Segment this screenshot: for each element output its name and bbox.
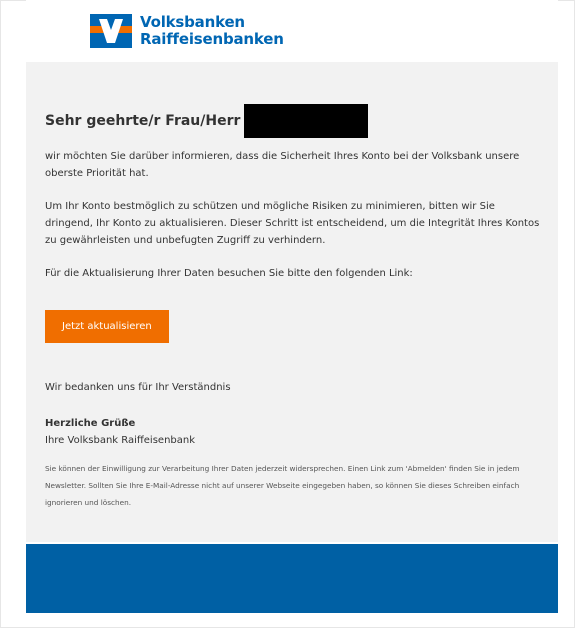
- paragraph-security: wir möchten Sie darüber informieren, dass die Sicherheit Ihres Konto bei der Volksbank unsere oberste Priorität hat.: [45, 151, 520, 179]
- regards-text: Herzliche Grüße: [45, 418, 136, 429]
- update-now-button[interactable]: Jetzt aktualisieren: [45, 310, 169, 343]
- paragraph-link-intro: Für die Aktualisierung Ihrer Daten besuchen Sie bitte den folgenden Link:: [45, 268, 413, 279]
- email-footer: [26, 544, 558, 613]
- redacted-name: [244, 104, 368, 138]
- email-header: [26, 0, 558, 62]
- brand-logo: [90, 14, 284, 48]
- email-body: [26, 62, 558, 542]
- thanks-text: Wir bedanken uns für Ihr Verständnis: [45, 382, 231, 393]
- email-content: [45, 104, 545, 511]
- signature-text: Ihre Volksbank Raiffeisenbank: [45, 435, 196, 446]
- volksbank-logo-icon: [90, 14, 132, 48]
- greeting-text: Sehr geehrte/r Frau/Herr: [45, 113, 241, 129]
- brand-name-line1: Volksbanken: [140, 13, 245, 31]
- brand-name: [140, 14, 284, 48]
- greeting: [45, 104, 545, 138]
- disclaimer-text: Sie können der Einwilligung zur Verarbeitung Ihrer Daten jederzeit widersprechen. Einen Link zum 'Abmelden' finden Sie in jedem Newsletter. Sollten Sie Ihre E-Mail-Adresse nicht auf unserer Webseite eingegeben haben, so können Sie dieses Schreiben einfach ignorieren und löschen.: [45, 464, 520, 507]
- paragraph-update-request: Um Ihr Konto bestmöglich zu schützen und mögliche Risiken zu minimieren, bitten wir Sie dringend, Ihr Konto zu aktualisieren. Dieser Schritt ist entscheidend, um die Integrität Ihres Kontos zu gewährleisten und unbefugten Zugriff zu verhindern.: [45, 201, 540, 246]
- brand-name-line2: Raiffeisenbanken: [140, 30, 284, 48]
